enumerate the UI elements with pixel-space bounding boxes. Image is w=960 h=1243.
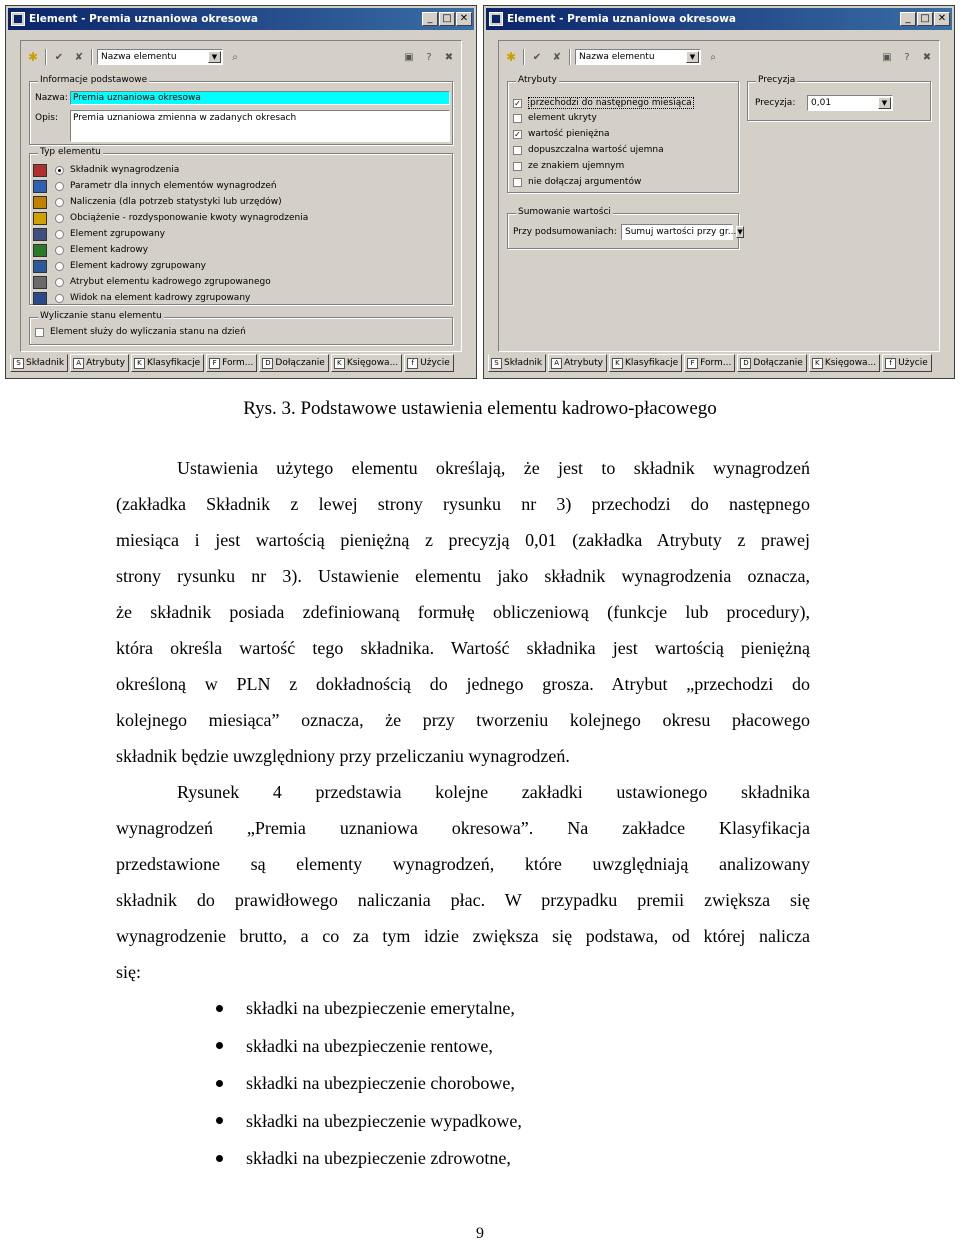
list-item bbox=[216, 1140, 511, 1177]
attribute-option[interactable] bbox=[513, 113, 597, 123]
element-type-option[interactable] bbox=[55, 229, 165, 239]
save-icon[interactable]: ▣ bbox=[882, 51, 892, 63]
tab-2[interactable] bbox=[609, 354, 682, 372]
tab-label: Atrybuty bbox=[86, 358, 125, 368]
element-type-option[interactable] bbox=[55, 261, 206, 271]
tab-5[interactable] bbox=[809, 354, 880, 372]
bullet-icon bbox=[216, 1005, 223, 1012]
group-label: Atrybuty bbox=[518, 75, 557, 85]
summing-select[interactable] bbox=[621, 224, 743, 240]
figure-caption: Rys. 3. Podstawowe ustawienia elementu kadrowo-płacowego bbox=[243, 398, 717, 419]
tab-0[interactable] bbox=[10, 354, 68, 372]
confirm-icon[interactable]: ✔ bbox=[54, 51, 64, 63]
attribute-checkbox[interactable] bbox=[513, 178, 522, 187]
dialog-body bbox=[498, 40, 940, 352]
window-title: Element - Premia uznaniowa okresowa bbox=[507, 13, 737, 25]
tab-icon: A bbox=[551, 358, 562, 369]
close-button[interactable]: ✕ bbox=[456, 12, 472, 26]
element-type-label: Element kadrowy zgrupowany bbox=[70, 261, 206, 271]
attribute-option[interactable] bbox=[513, 161, 624, 171]
toolbar bbox=[503, 47, 935, 67]
close-window-icon[interactable]: ✖ bbox=[444, 51, 454, 63]
element-type-icon bbox=[33, 260, 47, 273]
chevron-down-icon[interactable]: ▼ bbox=[686, 51, 699, 63]
new-icon[interactable]: ✱ bbox=[27, 50, 39, 64]
tab-0[interactable] bbox=[488, 354, 546, 372]
element-type-label: Składnik wynagrodzenia bbox=[70, 165, 180, 175]
element-type-radio[interactable] bbox=[55, 166, 64, 175]
chevron-down-icon[interactable]: ▼ bbox=[878, 97, 891, 109]
text-line: Ustawienia użytego elementu określają, że jest to składnik wynagrodzeń bbox=[177, 458, 810, 478]
toolbar-separator bbox=[45, 49, 47, 65]
element-type-label: Element zgrupowany bbox=[70, 229, 166, 239]
element-type-option[interactable] bbox=[55, 165, 179, 175]
search-icon[interactable]: ⌕ bbox=[232, 51, 238, 63]
maximize-button[interactable]: □ bbox=[917, 12, 933, 26]
element-type-radio[interactable] bbox=[55, 294, 64, 303]
element-type-label: Widok na element kadrowy zgrupowany bbox=[70, 293, 251, 303]
element-type-radio[interactable] bbox=[55, 182, 64, 191]
list-item bbox=[216, 990, 515, 1027]
tab-label: Klasyfikacje bbox=[624, 358, 679, 368]
element-type-label: Atrybut elementu kadrowego zgrupowanego bbox=[70, 277, 271, 287]
tab-2[interactable] bbox=[131, 354, 204, 372]
element-type-label: Parametr dla innych elementów wynagrodzeń bbox=[70, 181, 277, 191]
text-line: która określa wartość tego składnika. Wartość składnika jest wartością pieniężną bbox=[116, 638, 810, 658]
element-type-radio[interactable] bbox=[55, 214, 64, 223]
tab-icon: S bbox=[491, 358, 502, 369]
tab-label: Użycie bbox=[420, 358, 450, 368]
element-type-radio[interactable] bbox=[55, 198, 64, 207]
tab-3[interactable] bbox=[206, 354, 257, 372]
group-label: Wyliczanie stanu elementu bbox=[40, 311, 162, 321]
combo-value: Nazwa elementu bbox=[579, 52, 655, 62]
tab-icon: D bbox=[262, 358, 273, 369]
bullet-icon bbox=[216, 1155, 223, 1162]
tab-label: Składnik bbox=[504, 358, 543, 368]
element-type-option[interactable] bbox=[55, 293, 250, 303]
element-type-icon bbox=[33, 180, 47, 193]
title-bar[interactable] bbox=[8, 8, 474, 30]
tab-icon: K bbox=[334, 358, 345, 369]
attribute-label: element ukryty bbox=[528, 113, 597, 123]
text-line: wynagrodzeń „Premia uznaniowa okresowa”. Na zakładce Klasyfikacja bbox=[116, 818, 810, 838]
list-item-text: składki na ubezpieczenie emerytalne, bbox=[246, 998, 515, 1018]
search-icon[interactable]: ⌕ bbox=[710, 51, 716, 63]
list-item-text: składki na ubezpieczenie rentowe, bbox=[246, 1035, 493, 1056]
attribute-label: przechodzi do następnego miesiąca bbox=[530, 98, 692, 108]
cancel-icon[interactable]: ✘ bbox=[552, 51, 562, 63]
list-item bbox=[216, 1065, 515, 1102]
help-icon[interactable]: ? bbox=[904, 51, 910, 63]
attribute-label: wartość pieniężna bbox=[528, 129, 610, 139]
element-type-radio[interactable] bbox=[55, 246, 64, 255]
precision-select[interactable] bbox=[807, 95, 893, 111]
close-button[interactable]: ✕ bbox=[934, 12, 950, 26]
chevron-down-icon[interactable]: ▼ bbox=[208, 51, 221, 63]
tab-icon: K bbox=[812, 358, 823, 369]
element-type-radio[interactable] bbox=[55, 262, 64, 271]
tab-icon: S bbox=[13, 358, 24, 369]
tab-icon: f bbox=[885, 358, 896, 369]
text-line: (zakładka Składnik z lewej strony rysunku nr 3) przechodzi do następnego bbox=[116, 494, 810, 514]
tab-icon: F bbox=[687, 358, 698, 369]
tab-6[interactable] bbox=[404, 354, 454, 372]
tab-6[interactable] bbox=[882, 354, 932, 372]
text-line: składnik do prawidłowego naliczania płac. W przypadku premii zwiększa się bbox=[116, 890, 810, 910]
element-type-option[interactable] bbox=[55, 213, 308, 223]
bullet-icon bbox=[216, 1117, 223, 1124]
bullet-icon bbox=[216, 1042, 223, 1049]
attribute-checkbox[interactable] bbox=[513, 114, 522, 123]
tab-label: Klasyfikacje bbox=[146, 358, 201, 368]
close-window-icon[interactable]: ✖ bbox=[922, 51, 932, 63]
element-type-label: Element kadrowy bbox=[70, 245, 149, 255]
dialog-body bbox=[20, 40, 462, 352]
attribute-option[interactable] bbox=[513, 177, 641, 187]
tab-icon: K bbox=[134, 358, 145, 369]
minimize-button[interactable]: _ bbox=[422, 12, 438, 26]
text-line: Rysunek 4 przedstawia kolejne zakładki ustawionego składnika bbox=[177, 782, 810, 802]
list-item bbox=[216, 1103, 522, 1140]
group-label: Precyzja bbox=[758, 75, 796, 85]
summing-label: Przy podsumowaniach: bbox=[513, 227, 617, 237]
app-icon bbox=[11, 12, 25, 26]
attribute-label: ze znakiem ujemnym bbox=[528, 161, 625, 171]
group-label: Informacje podstawowe bbox=[40, 75, 148, 85]
combo-value: Nazwa elementu bbox=[101, 52, 177, 62]
paragraph-2 bbox=[116, 774, 810, 990]
maximize-button[interactable]: □ bbox=[439, 12, 455, 26]
group-label: Typ elementu bbox=[40, 147, 101, 157]
tab-label: Atrybuty bbox=[564, 358, 603, 368]
element-type-icon bbox=[33, 244, 47, 257]
text-line: kolejnego miesiąca” oznacza, że przy tworzeniu kolejnego okresu płacowego bbox=[116, 710, 810, 730]
text-line: określoną w PLN z dokładnością do jednego grosza. Atrybut „przechodzi do bbox=[116, 674, 810, 694]
toolbar-separator bbox=[523, 49, 525, 65]
element-dialog-right bbox=[483, 5, 955, 379]
search-field-combo[interactable] bbox=[575, 49, 701, 65]
state-checkbox-row[interactable] bbox=[35, 327, 246, 337]
tab-label: Dołączanie bbox=[275, 358, 325, 368]
element-type-icon bbox=[33, 228, 47, 241]
cancel-icon[interactable]: ✘ bbox=[74, 51, 84, 63]
tab-bar bbox=[10, 354, 472, 374]
attribute-checkbox[interactable]: ✓ bbox=[514, 129, 521, 139]
help-icon[interactable]: ? bbox=[426, 51, 432, 63]
element-type-radio[interactable] bbox=[55, 230, 64, 239]
list-item-text: składki na ubezpieczenie zdrowotne, bbox=[246, 1148, 511, 1168]
tab-5[interactable] bbox=[331, 354, 402, 372]
tab-label: Księgowa... bbox=[824, 358, 877, 368]
save-icon[interactable]: ▣ bbox=[404, 51, 414, 63]
attribute-option[interactable] bbox=[513, 129, 610, 139]
tab-icon: f bbox=[407, 358, 418, 369]
description-input[interactable]: Premia uznaniowa zmienna w zadanych okresach bbox=[70, 110, 450, 142]
toolbar-separator bbox=[91, 49, 93, 65]
element-type-option[interactable] bbox=[55, 277, 271, 287]
tab-icon: A bbox=[73, 358, 84, 369]
element-type-icon bbox=[33, 292, 47, 305]
minimize-button[interactable]: _ bbox=[900, 12, 916, 26]
attribute-checkbox[interactable] bbox=[513, 162, 522, 171]
bullet-icon bbox=[216, 1080, 223, 1087]
element-type-option[interactable] bbox=[55, 181, 277, 191]
attribute-label: dopuszczalna wartość ujemna bbox=[528, 145, 664, 155]
tab-icon: D bbox=[740, 358, 751, 369]
text-line: składnik będzie uwzględniony przy przeliczaniu wynagrodzeń. bbox=[116, 746, 570, 766]
tab-1[interactable] bbox=[70, 354, 129, 372]
tab-4[interactable] bbox=[259, 354, 328, 372]
element-type-icon bbox=[33, 164, 47, 177]
text-line: miesiąca i jest wartością pieniężną z precyzją 0,01 (zakładka Atrybuty z prawej bbox=[116, 530, 810, 550]
state-checkbox-label: Element służy do wyliczania stanu na dzień bbox=[50, 327, 246, 337]
element-type-icon bbox=[33, 276, 47, 289]
paragraph-1 bbox=[116, 450, 810, 774]
attribute-option[interactable] bbox=[513, 97, 694, 109]
summing-value: Sumuj wartości przy gr... bbox=[625, 227, 737, 237]
toolbar bbox=[25, 47, 457, 67]
list-item bbox=[216, 1028, 493, 1065]
text-line: się: bbox=[116, 962, 141, 982]
state-checkbox[interactable] bbox=[35, 328, 44, 337]
new-icon[interactable]: ✱ bbox=[505, 50, 517, 64]
tab-label: Użycie bbox=[898, 358, 928, 368]
name-label: Nazwa: bbox=[35, 93, 68, 103]
attribute-checkbox[interactable]: ✓ bbox=[514, 98, 521, 108]
tab-4[interactable] bbox=[737, 354, 806, 372]
confirm-icon[interactable]: ✔ bbox=[532, 51, 542, 63]
tab-label: Form... bbox=[700, 358, 732, 368]
text-line: przedstawione są elementy wynagrodzeń, które uwzględniają analizowany bbox=[116, 854, 810, 874]
description-label: Opis: bbox=[35, 113, 59, 123]
attribute-option[interactable] bbox=[513, 145, 664, 155]
element-type-icon bbox=[33, 212, 47, 225]
page-number: 9 bbox=[476, 1225, 484, 1242]
tab-label: Składnik bbox=[26, 358, 65, 368]
precision-label: Precyzja: bbox=[755, 98, 796, 108]
tab-label: Dołączanie bbox=[753, 358, 803, 368]
element-dialog-left bbox=[5, 5, 477, 379]
search-field-combo[interactable] bbox=[97, 49, 223, 65]
element-type-icon bbox=[33, 196, 47, 209]
precision-value: 0,01 bbox=[811, 98, 832, 108]
list-item-text: składki na ubezpieczenie wypadkowe, bbox=[246, 1110, 522, 1131]
element-type-option[interactable] bbox=[55, 245, 148, 255]
tab-bar bbox=[488, 354, 950, 374]
element-type-radio[interactable] bbox=[55, 278, 64, 287]
name-input[interactable]: Premia uznaniowa okresowa bbox=[70, 91, 450, 105]
tab-label: Form... bbox=[222, 358, 254, 368]
element-type-option[interactable] bbox=[55, 197, 282, 207]
attribute-label: nie dołączaj argumentów bbox=[528, 177, 642, 187]
element-type-label: Naliczenia (dla potrzeb statystyki lub urzędów) bbox=[70, 197, 282, 207]
tab-icon: K bbox=[612, 358, 623, 369]
title-bar[interactable] bbox=[486, 8, 952, 30]
window-title: Element - Premia uznaniowa okresowa bbox=[29, 13, 259, 25]
tab-1[interactable] bbox=[548, 354, 607, 372]
list-item-text: składki na ubezpieczenie chorobowe, bbox=[246, 1073, 515, 1093]
text-line: strony rysunku nr 3). Ustawienie elementu jako składnik wynagrodzenia oznacza, bbox=[116, 566, 810, 586]
attribute-checkbox[interactable] bbox=[513, 146, 522, 155]
tab-label: Księgowa... bbox=[346, 358, 399, 368]
app-icon bbox=[489, 12, 503, 26]
tab-icon: F bbox=[209, 358, 220, 369]
tab-3[interactable] bbox=[684, 354, 735, 372]
element-type-label: Obciążenie - rozdysponowanie kwoty wynagrodzenia bbox=[70, 213, 309, 223]
text-line: wynagrodzenie brutto, a co za tym idzie zwiększa się podstawa, od której nalicza bbox=[116, 926, 810, 946]
text-line: że składnik posiada zdefiniowaną formułę obliczeniową (funkcje lub procedury), bbox=[116, 602, 810, 622]
chevron-down-icon[interactable]: ▼ bbox=[737, 228, 743, 236]
toolbar-separator bbox=[569, 49, 571, 65]
group-label: Sumowanie wartości bbox=[518, 207, 611, 217]
